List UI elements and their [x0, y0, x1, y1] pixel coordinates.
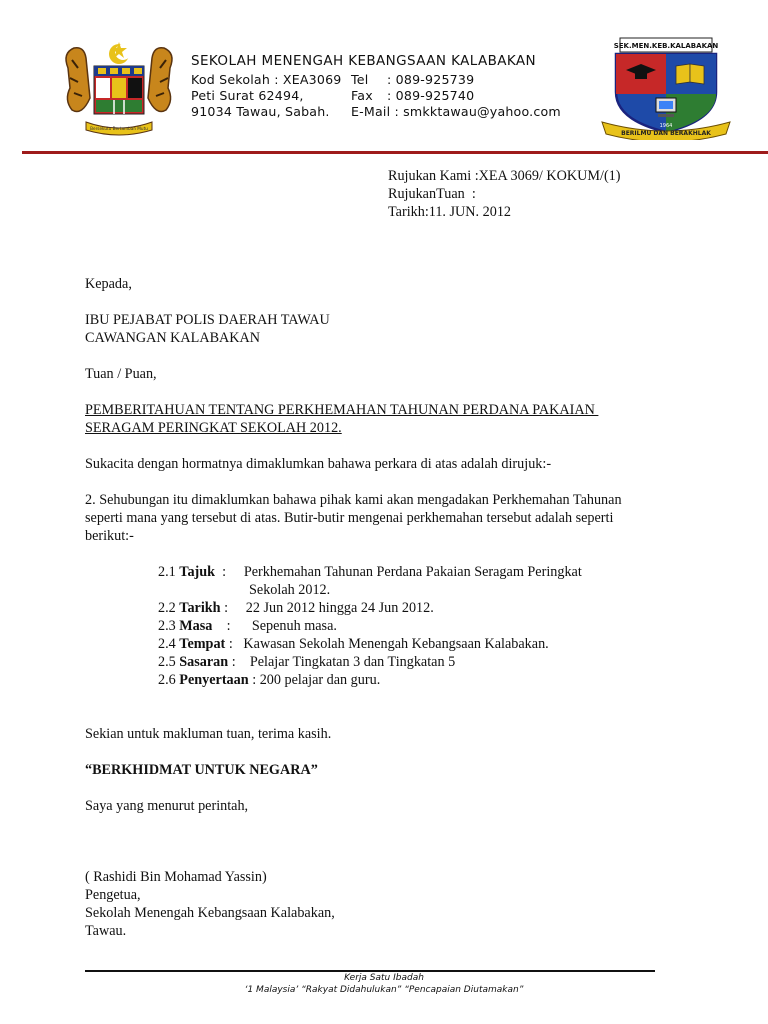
footer-divider [85, 970, 655, 972]
detail-label: Tajuk [179, 564, 216, 580]
signatory-name: ( Rashidi Bin Mohamad Yassin) [85, 869, 267, 885]
reference-yours: RujukanTuan : [388, 186, 476, 202]
fax-label: Fax [351, 88, 373, 103]
detail-item [158, 563, 582, 581]
detail-number: 2.4 [158, 636, 180, 652]
school-code: Kod Sekolah : XEA3069 [191, 72, 342, 87]
detail-value-continued: Sekolah 2012. [249, 582, 331, 598]
closing-motto: “BERKHIDMAT UNTUK NEGARA” [85, 762, 318, 778]
malaysia-coat-of-arms-icon [60, 38, 178, 138]
subject-line-1: PEMBERITAHUAN TENTANG PERKHEMAHAN TAHUNAN PERDANA PAKAIAN [85, 402, 599, 418]
detail-value: Kawasan Sekolah Menengah Kebangsaan Kalabakan. [243, 636, 549, 652]
detail-value: Pelajar Tingkatan 3 dan Tingkatan 5 [249, 654, 456, 670]
tel-value: : 089-925739 [387, 72, 475, 87]
logo-top-text: SEK.MEN.KEB.KALABAKAN [613, 42, 719, 50]
email-line: E-Mail : smkktawau@yahoo.com [351, 104, 561, 119]
logo-year: 1964 [659, 123, 673, 129]
detail-label: Sasaran [179, 654, 229, 670]
detail-value: 200 pelajar dan guru. [259, 672, 381, 688]
crest-motto: Bersekutu Bertambah Mutu [90, 126, 148, 131]
detail-separator: : [212, 618, 252, 634]
detail-label: Penyertaan [179, 672, 249, 688]
detail-label: Masa [179, 618, 213, 634]
detail-number: 2.6 [158, 672, 180, 688]
body-paragraph-2-line-2: seperti mana yang tersebut di atas. Butir-butir mengenai perkhemahan tersebut adalah seperti [85, 510, 614, 526]
school-logo-icon [598, 36, 734, 140]
detail-separator: : [215, 564, 244, 580]
footer-slogan: Kerja Satu Ibadah [344, 973, 424, 983]
signatory-title: Pengetua, [85, 887, 141, 903]
tel-label: Tel [351, 72, 369, 87]
detail-number: 2.2 [158, 600, 180, 616]
letter-date: Tarikh:11. JUN. 2012 [388, 204, 512, 220]
detail-number: 2.1 [158, 564, 180, 580]
detail-separator: : [220, 600, 246, 616]
detail-label: Tarikh [179, 600, 221, 616]
detail-separator: : [228, 654, 250, 670]
subject-line-2: SERAGAM PERINGKAT SEKOLAH 2012. [85, 420, 342, 436]
detail-value: Perkhemahan Tahunan Perdana Pakaian Seragam Peringkat [243, 564, 582, 580]
detail-number: 2.5 [158, 654, 180, 670]
reference-ours: Rujukan Kami :XEA 3069/ KOKUM/(1) [388, 168, 621, 184]
footer-taglines: ‘1 Malaysia’ “Rakyat Didahulukan” “Pencapaian Diutamakan” [244, 985, 524, 995]
recipient-line-1: IBU PEJABAT POLIS DAERAH TAWAU [85, 312, 330, 328]
detail-value: Sepenuh masa. [251, 618, 337, 634]
detail-separator: : [225, 636, 244, 652]
detail-separator: : [248, 672, 260, 688]
detail-item [158, 635, 549, 653]
header-divider [22, 151, 768, 154]
closing-by-order: Saya yang menurut perintah, [85, 798, 249, 814]
greeting: Tuan / Puan, [85, 366, 157, 382]
po-box: Peti Surat 62494, [191, 88, 304, 103]
detail-item [158, 653, 455, 671]
recipient-heading: Kepada, [85, 276, 132, 292]
closing-thanks: Sekian untuk makluman tuan, terima kasih. [85, 726, 332, 742]
body-paragraph-1: Sukacita dengan hormatnya dimaklumkan bahawa perkara di atas adalah dirujuk:- [85, 456, 552, 472]
signatory-town: Tawau. [85, 923, 127, 939]
signatory-school: Sekolah Menengah Kebangsaan Kalabakan, [85, 905, 335, 921]
body-paragraph-2-line-1: 2. Sehubungan itu dimaklumkan bahawa pihak kami akan mengadakan Perkhemahan Tahunan [85, 492, 622, 508]
body-paragraph-2-line-3: berikut:- [85, 528, 134, 544]
detail-value: 22 Jun 2012 hingga 24 Jun 2012. [245, 600, 434, 616]
detail-label: Tempat [179, 636, 226, 652]
detail-item [158, 599, 434, 617]
postal-address: 91034 Tawau, Sabah. [191, 104, 330, 119]
recipient-line-2: CAWANGAN KALABAKAN [85, 330, 261, 346]
logo-ribbon: BERILMU DAN BERAKHLAK [621, 130, 711, 137]
detail-number: 2.3 [158, 618, 180, 634]
school-name: SEKOLAH MENENGAH KEBANGSAAN KALABAKAN [191, 53, 537, 69]
detail-item [158, 617, 337, 635]
fax-value: : 089-925740 [387, 88, 475, 103]
detail-item [158, 671, 380, 689]
